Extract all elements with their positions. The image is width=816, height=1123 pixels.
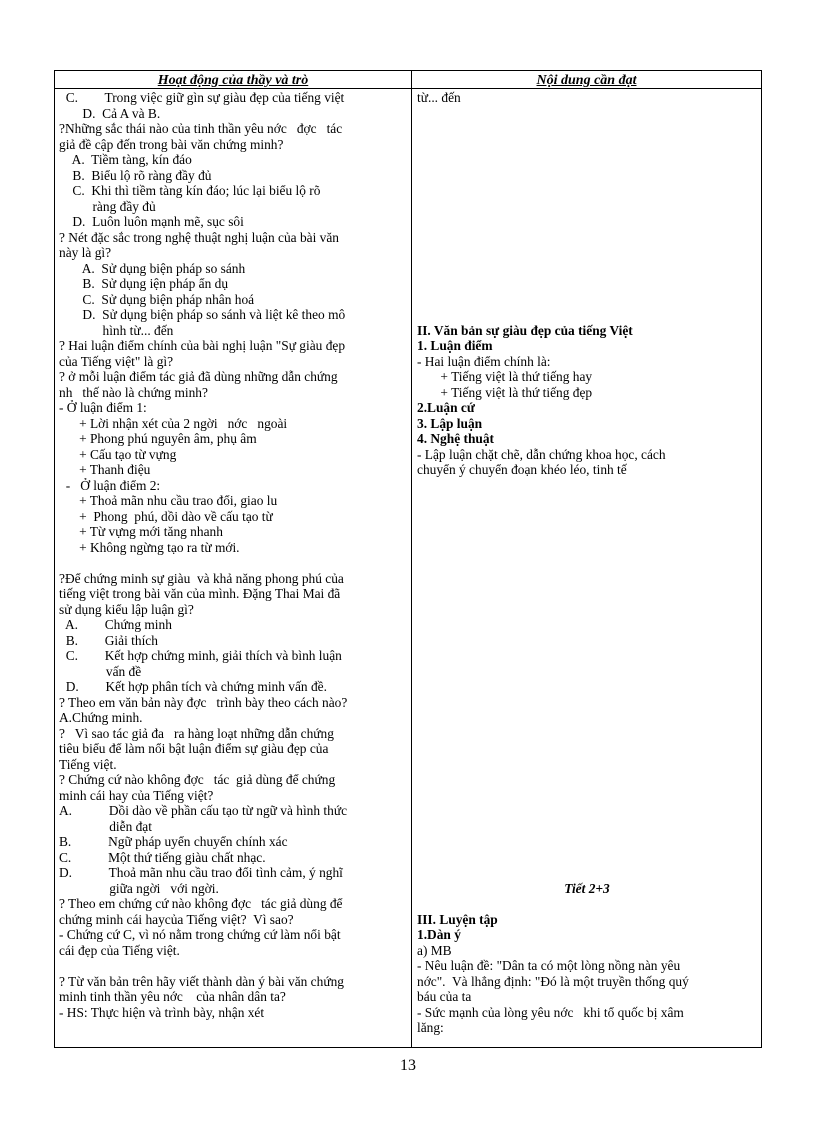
right-line xyxy=(417,571,757,587)
left-line: của Tiếng việt" là gì? xyxy=(59,353,174,369)
right-line xyxy=(417,168,757,184)
left-line: giả đề cập đến trong bài văn chứng minh? xyxy=(59,136,284,152)
left-line: + Không ngừng tạo ra từ mới. xyxy=(59,539,240,555)
left-line: ? Theo em văn bản này đợc trình bày theo cách nào? xyxy=(59,694,348,710)
left-line: + Cấu tạo từ vựng xyxy=(59,446,177,462)
left-line: Tiếng việt. xyxy=(59,756,117,772)
left-line: C. Một thứ tiếng giàu chất nhạc. xyxy=(59,849,266,865)
right-line xyxy=(417,183,757,199)
right-line xyxy=(417,261,757,277)
left-line: D. Thoả mãn nhu cầu trao đổi tình cảm, ý nghĩ xyxy=(59,865,343,880)
right-line xyxy=(417,214,757,230)
right-line xyxy=(417,865,757,881)
left-line: vấn đề xyxy=(59,663,142,679)
left-line: minh cái hay của Tiếng việt? xyxy=(59,787,214,803)
right-line xyxy=(417,478,757,494)
left-line: ? Nét đặc sắc trong nghệ thuật nghị luận của bài văn xyxy=(59,229,339,245)
right-line xyxy=(417,648,757,664)
right-line: từ... đến xyxy=(417,90,461,105)
header-divider xyxy=(55,88,761,89)
left-line: D. Sử dụng biện pháp so sánh và liệt kê theo mô xyxy=(59,307,346,322)
right-line xyxy=(417,137,757,153)
right-line xyxy=(417,121,757,137)
right-line: a) MB xyxy=(417,942,452,958)
right-line: - Hai luận điểm chính là: xyxy=(417,353,551,369)
right-line: lăng: xyxy=(417,1020,444,1035)
section-heading: III. Luyện tập xyxy=(417,911,498,927)
section-heading: 2.Luận cứ xyxy=(417,400,475,415)
left-line: B. Sử dụng iện pháp ẩn dụ xyxy=(59,276,229,291)
left-line: D. Cả A và B. xyxy=(59,105,161,121)
section-heading: II. Văn bản sự giàu đẹp của tiếng Việt xyxy=(417,322,633,338)
section-heading: 1.Dàn ý xyxy=(417,927,461,942)
right-line xyxy=(417,245,757,261)
right-line: - Nêu luận đề: "Dân ta có một lòng nồng nàn yêu xyxy=(417,958,681,973)
left-line: tiếng việt trong bài văn của mình. Đặng Thai Mai đã xyxy=(59,586,341,601)
left-line: A. Dồi dào về phần cấu tạo từ ngữ và hình thức xyxy=(59,803,348,818)
left-line: + Thanh điệu xyxy=(59,462,151,477)
left-line: A.Chứng minh. xyxy=(59,710,143,725)
left-line: B. Biểu lộ rõ ràng đầy đủ xyxy=(59,167,212,183)
left-line: + Thoả mãn nhu cầu trao đổi, giao lu xyxy=(59,493,278,508)
right-line xyxy=(417,524,757,540)
left-line: ? Chứng cứ nào không đợc tác giả dùng để chứng xyxy=(59,772,336,787)
left-line: C. Trong việc giữ gìn sự giàu đẹp của tiếng việt xyxy=(59,90,345,105)
left-line: ? Theo em chứng cứ nào không đợc tác giả dùng để xyxy=(59,896,343,911)
left-line: + Phong phú, dồi dào về cấu tạo từ xyxy=(59,508,273,524)
left-line: tiêu biểu để làm nổi bật luận điểm sự giàu đẹp của xyxy=(59,741,329,756)
left-line: B. Giải thích xyxy=(59,632,158,648)
left-line: ? Vì sao tác giả đa ra hàng loạt những dẫn chứng xyxy=(59,725,334,741)
section-heading: Tiết 2+3 xyxy=(564,880,610,896)
header-content: Nội dung cần đạt xyxy=(536,73,637,88)
right-line xyxy=(417,834,757,850)
right-line xyxy=(417,850,757,866)
content-column xyxy=(417,90,757,1036)
right-line xyxy=(417,540,757,556)
header-activities: Hoạt động của thầy và trò xyxy=(157,73,309,88)
column-divider xyxy=(411,71,412,1047)
right-line xyxy=(417,307,757,323)
left-line: ràng đầy đủ xyxy=(59,198,156,214)
right-line xyxy=(417,633,757,649)
left-line: ? ở mỗi luận điểm tác giả đã dùng những dẫn chứng xyxy=(59,369,338,384)
right-line: + Tiếng việt là thứ tiếng hay xyxy=(417,369,593,384)
right-line xyxy=(417,664,757,680)
left-line: + Lời nhận xét của 2 ngời nớc ngoài xyxy=(59,415,288,431)
right-line xyxy=(417,896,757,912)
left-line: - Chứng cứ C, vì nó nằm trong chứng cứ làm nổi bật xyxy=(59,927,341,942)
right-line: nớc". Và lhẳng định: "Đó là một truyền thống quý xyxy=(417,973,689,989)
left-line: ?Để chứng minh sự giàu và khả năng phong phú của xyxy=(59,570,344,586)
right-line xyxy=(417,695,757,711)
left-line xyxy=(59,958,405,974)
left-line: giữa ngời với ngời. xyxy=(59,880,219,896)
right-line: - Sức mạnh của lòng yêu nớc khi tổ quốc bị xâm xyxy=(417,1004,684,1020)
page-number: 13 xyxy=(400,1057,416,1074)
right-line xyxy=(417,292,757,308)
left-line: C. Khi thì tiềm tàng kín đáo; lúc lại biểu lộ rõ xyxy=(59,183,321,198)
left-line: D. Luôn luôn mạnh mẽ, sục sôi xyxy=(59,214,244,229)
right-line xyxy=(417,772,757,788)
left-line: - Ở luận điểm 2: xyxy=(59,477,161,493)
right-line xyxy=(417,586,757,602)
right-line xyxy=(417,276,757,292)
right-line xyxy=(417,617,757,633)
right-line xyxy=(417,602,757,618)
left-line: A. Chứng minh xyxy=(59,617,172,632)
right-line: chuyển ý chuyển đoạn khéo léo, tinh tế xyxy=(417,462,627,477)
left-line: hình từ... đến xyxy=(59,322,174,338)
right-line xyxy=(417,152,757,168)
right-line xyxy=(417,726,757,742)
right-line: + Tiếng việt là thứ tiếng đẹp xyxy=(417,384,593,400)
left-line: + Phong phú nguyên âm, phụ âm xyxy=(59,431,257,446)
left-line: chứng minh cái haycủa Tiếng việt? Vì sao? xyxy=(59,911,294,927)
left-line: - Ở luận điểm 1: xyxy=(59,400,147,415)
left-line: cái đẹp của Tiếng việt. xyxy=(59,942,180,958)
right-line: - Lập luận chặt chẽ, dẫn chứng khoa học, cách xyxy=(417,446,666,462)
right-line xyxy=(417,509,757,525)
right-line xyxy=(417,493,757,509)
left-line: D. Kết hợp phân tích và chứng minh vấn đề. xyxy=(59,679,327,694)
right-line xyxy=(417,555,757,571)
left-line: ? Hai luận điểm chính của bài nghị luận "Sự giàu đẹp xyxy=(59,338,346,353)
left-line: C. Sử dụng biện pháp nhân hoá xyxy=(59,291,255,307)
left-line: diễn đạt xyxy=(59,818,152,834)
left-line: minh tinh thần yêu nớc của nhân dân ta? xyxy=(59,989,286,1004)
left-line: C. Kết hợp chứng minh, giải thích và bình luận xyxy=(59,648,342,663)
right-line xyxy=(417,199,757,215)
right-line xyxy=(417,757,757,773)
left-line: nh thế nào là chứng minh? xyxy=(59,384,208,400)
left-line: - HS: Thực hiện và trình bày, nhận xét xyxy=(59,1004,265,1020)
right-line xyxy=(417,803,757,819)
right-line xyxy=(417,230,757,246)
left-line: ? Từ văn bản trên hãy viết thành dàn ý bài văn chứng xyxy=(59,973,344,989)
section-heading: 3. Lập luận xyxy=(417,415,483,431)
left-line: này là gì? xyxy=(59,245,112,260)
right-line xyxy=(417,679,757,695)
activities-column xyxy=(59,90,405,1020)
section-heading: 1. Luận điểm xyxy=(417,338,493,353)
left-line: A. Tiềm tàng, kín đáo xyxy=(59,152,192,167)
right-line xyxy=(417,741,757,757)
section-heading: 4. Nghệ thuật xyxy=(417,431,495,446)
right-line xyxy=(417,710,757,726)
right-line xyxy=(417,106,757,122)
right-line xyxy=(417,819,757,835)
left-line: ?Những sắc thái nào của tinh thần yêu nớc đợc tác xyxy=(59,121,343,136)
left-line: B. Ngữ pháp uyển chuyển chính xác xyxy=(59,834,288,849)
right-line: báu của ta xyxy=(417,989,472,1004)
left-line xyxy=(59,555,405,571)
lesson-table xyxy=(54,70,762,1048)
left-line: A. Sử dụng biện pháp so sánh xyxy=(59,260,246,276)
right-line xyxy=(417,788,757,804)
left-line: + Từ vựng mới tăng nhanh xyxy=(59,524,223,539)
left-line: sử dụng kiểu lập luận gì? xyxy=(59,601,194,617)
